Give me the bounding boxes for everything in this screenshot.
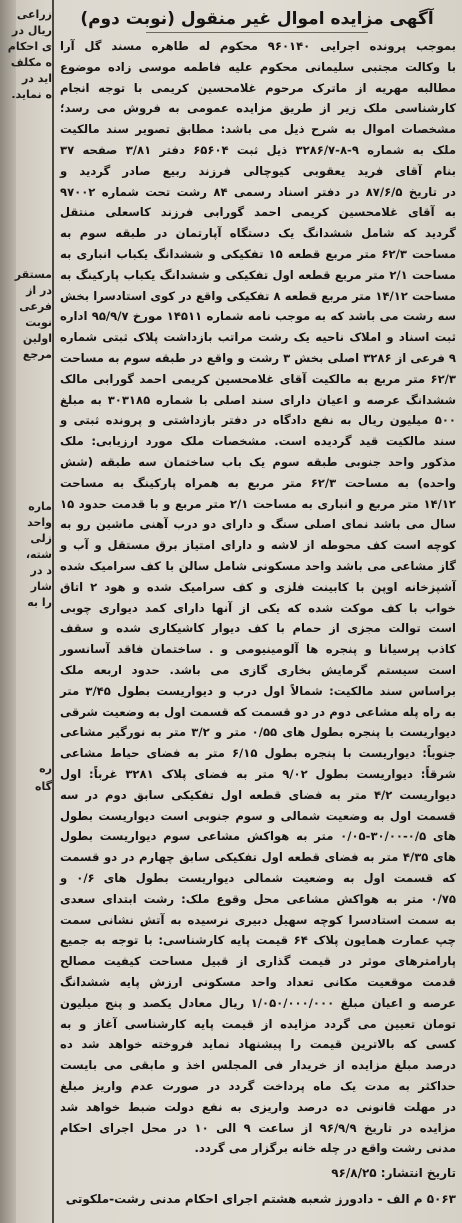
column-fragment: ه نماید. bbox=[11, 88, 52, 101]
notice-line: های ۰/۵-۳۰/۰۰-۰/۰۵ متر به هواکش مشاعی سوم دیواریست بطول bbox=[60, 829, 456, 844]
notice-line: براساس سند مالکیت: شمالاً اول درب و دیواریست بطول ۳/۴۵ متر bbox=[60, 683, 456, 698]
notice-line: ۰/۷۵ متر به هواکش مشاعی محل وقوع ملک: رشت ابتدای سعدی bbox=[60, 891, 456, 906]
column-fragment: را به bbox=[27, 596, 52, 609]
column-fragment: مرجع bbox=[22, 348, 52, 361]
column-fragment: زلی bbox=[30, 532, 52, 545]
column-fragment: ی احکام bbox=[7, 40, 52, 53]
notice-line: دیواریست با پنجره بطول های ۰/۵۵ متر و ۳/۲ متر به نورگیر مشاعی bbox=[60, 725, 456, 740]
notice-line: درصد مبلغ مزایده از خریدار فی المجلس اخذ و مابقی می بایست bbox=[60, 1058, 456, 1073]
notice-line: مدنی رشت واقع در چله خانه برگزار می گردد. bbox=[194, 1141, 456, 1156]
title-underline bbox=[146, 32, 368, 33]
notice-line: با وکالت مجتبی سلیمانی محکوم علیه فاطمه موسی زاده موضوع bbox=[60, 59, 456, 74]
notice-line: ملک به شماره ۹-۸-۳۲۸۶/۷ ذیل ثبت ۶۵۶۰۴ دفتر ۳/۸۱ صفحه ۳۷ bbox=[60, 143, 457, 157]
notice-line: خواب با کف موکت شده که یکی از آنها دارای کمد دیواری چوبی bbox=[60, 600, 456, 615]
column-fragment: گاه bbox=[34, 780, 52, 793]
notice-line: کاذب پرسیانا و پنجره ها آلومینیومی و . ساختمان فاقد آسانسور bbox=[60, 642, 456, 657]
notice-line: مذکور واحد جنوبی طبقه سوم یک باب ساختمان سه طبقه (شش bbox=[60, 455, 456, 469]
notice-line: چپ عمارت همایون پلاک ۶۴ قیمت پایه کارشناسی: با توجه به جمیع bbox=[60, 933, 456, 948]
notice-line: مزایده در تاریخ ۹۶/۹/۹ از ساعت ۹ الی ۱۰ در محل اجرای احکام bbox=[60, 1120, 456, 1135]
page-edge-shadow bbox=[0, 0, 16, 1223]
notice-line: مشخصات اموال به شرح ذیل می باشد: مطابق تصویر سند مالکیت bbox=[60, 122, 456, 137]
notice-line: پارامترهای موثر در قیمت گذاری از قبیل مساحت کیفیت مصالح bbox=[60, 954, 456, 969]
notice-line: ۹ فرعی از ۳۲۸۶ اصلی بخش ۳ رشت و واقع در طبقه سوم به مساحت bbox=[60, 351, 456, 365]
notice-line: بنام آقای فرید یعقوبی کیوچالی فرزند ربیع صادر گردید و bbox=[60, 163, 456, 178]
column-fragment: اید در bbox=[21, 72, 52, 85]
notice-line: مساحت ۱۴/۱۲ متر مربع قطعه ۸ تفکیکی واقع در کوی استادسرا بخش bbox=[60, 288, 456, 303]
notice-line: دیواریست ۴/۲ متر به فضای قطعه اول تفکیکی سابق دوم در سه bbox=[60, 787, 456, 802]
notice-line: ۶۲/۳ متر مربع به مالکیت آقای غلامحسین کریمی احمد گورابی مالک bbox=[60, 371, 456, 386]
notice-line: به آقای غلامحسین کریمی احمد گورابی فرزند کاسعلی منتقل bbox=[60, 205, 456, 220]
auction-notice bbox=[56, 6, 458, 1218]
notice-line: بموجب پرونده اجرایی ۹۶۰۱۴۰ محکوم له طاهره مسند گل آرا bbox=[60, 39, 456, 53]
notice-line: ششدانگ عرصه و اعیان دارای سند اصلی با شماره ۳۰۳۱۸۵ به مبلغ bbox=[60, 392, 456, 407]
notice-line: سه رشت می باشد که به موجب نامه شماره ۱۴۵۱۱ مورخ ۹۵/۹/۷ اداره bbox=[60, 309, 457, 324]
column-divider bbox=[52, 0, 54, 1223]
notice-line: ۵۰۰ میلیون ریال به نفع دادگاه در دفتر بازداشتی و پرونده ثبتی و bbox=[60, 413, 456, 428]
notice-line: گاز مشاعی می باشد واحد مسکونی شامل سالن با کف سرامیک شده bbox=[60, 559, 456, 573]
notice-line: قسمت اول به وضعیت شمالی و سوم جنوبی است دیواریست بطول bbox=[60, 808, 456, 823]
notice-line: کسی که بالاترین قیمت را پیشنهاد نماید فروخته خواهد شد ده bbox=[60, 1037, 456, 1052]
notice-line: مطالبه مهریه از ماترک مرحوم غلامحسین کریمی با توجه انجام bbox=[60, 80, 456, 95]
notice-line: عرصه و اعیان مبلغ ۱/۰۵۰/۰۰۰/۰۰۰ ریال معادل یکصد و پنج میلیون bbox=[60, 995, 456, 1010]
notice-line: به سمت استادسرا کوچه سهیل دبیری نرسیده به آتش نشانی سمت bbox=[60, 912, 456, 927]
publish-date: تاریخ انتشار: ۹۶/۸/۲۵ bbox=[331, 1166, 456, 1181]
column-fragment: اولین bbox=[22, 332, 52, 345]
signature-line: ۵۰۶۳ م الف - دادورز شعبه هشتم اجرای احکام مدنی رشت-ملکوتی bbox=[65, 1192, 456, 1207]
notice-line: های ۴/۳۵ متر به فضای قطعه اول تفکیکی سابق چهارم در دو قسمت bbox=[60, 850, 456, 865]
column-fragment: فرعی bbox=[19, 300, 52, 313]
notice-line: است توالت مجزی از حمام با کف دیوار کاشیکاری شده و سقف bbox=[60, 621, 456, 636]
notice-line: مساحت ۲/۱ متر مربع قطعه اول تفکیکی و ششدانگ یکباب پارکینگ به bbox=[60, 267, 456, 282]
notice-line: آشپزخانه اوپن با کابینت فلزی و کف سرامیک شده و هود ۲ اتاق bbox=[60, 579, 456, 594]
column-fragment: نوبت bbox=[25, 316, 52, 329]
notice-line: سال می باشد نمای اصلی سنگ و دارای دو درب آهنی ماشین رو به bbox=[60, 517, 456, 532]
notice-line: گردید که شامل ششدانگ یک دستگاه آپارتمان در طبقه سوم به bbox=[60, 226, 456, 241]
notice-line: مساحت ۶۲/۳ متر مربع قطعه ۱۵ تفکیکی و ششدانگ یکباب انباری به bbox=[60, 247, 456, 261]
notice-line: کوچه است کف محوطه از لاشه و دارای امتیاز برق مستقل و آب و bbox=[60, 538, 456, 553]
notice-line: در مهلت قانونی ده درصد واریزی به نفع دولت ضبط خواهد شد bbox=[60, 1099, 456, 1114]
column-fragment: ره bbox=[39, 762, 52, 775]
notice-title: آگهی مزایده اموال غیر منقول (نوبت دوم) bbox=[80, 9, 434, 29]
column-fragment: شار bbox=[30, 580, 52, 593]
notice-line: واحده) به مساحت ۶۲/۳ متر مربع به همراه پارکینگ به مساحت bbox=[60, 475, 457, 490]
notice-line: است سیستم گرمایش بخاری گازی می باشد. حدود اربعه ملک bbox=[60, 663, 456, 677]
column-fragment: زراعی bbox=[16, 8, 52, 21]
notice-line: کارشناسی ملک زیر از طریق مزایده عمومی به فروش می رسد؛ bbox=[60, 101, 456, 116]
notice-line: به راه پله مشاعی دوم در دو قسمت که قسمت اول به وضعیت شرقی bbox=[60, 704, 456, 719]
column-fragment: ماره bbox=[28, 500, 52, 513]
notice-line: که قسمت اول به وضعیت شمالی دیواریست بطول های ۰/۶ و bbox=[60, 871, 456, 885]
column-fragment: شته، bbox=[25, 548, 52, 561]
notice-line: جنوباً: دیواریست با پنجره بطول ۶/۱۵ متر به فضای حیاط مشاعی bbox=[60, 746, 456, 761]
column-fragment: ه مکلف bbox=[10, 56, 52, 69]
column-fragment: در از bbox=[26, 284, 52, 297]
notice-line: تومان تعیین می گردد مزایده از قیمت پایه کارشناسی آغاز و به bbox=[60, 1016, 456, 1031]
notice-line: ثبت اسناد و املاک ناحیه یک رشت مراتب بازداشت پلاک ثبتی شماره bbox=[60, 330, 456, 345]
column-fragment: واحد bbox=[27, 516, 52, 529]
column-fragment: مستقر bbox=[14, 268, 52, 281]
notice-line: سند مالکیت قید گردیده است. مشخصات ملک مورد ارزیابی: ملک bbox=[60, 434, 456, 449]
notice-line: شرقاً: دیواریست بطول ۹/۰۲ متر به فضای پلاک ۳۲۸۱ غرباً: اول bbox=[60, 767, 456, 781]
notice-line: حداکثر به مدت یک ماه پرداخت گردد در صورت عدم واریز مبلغ bbox=[60, 1079, 456, 1093]
notice-line: ۱۴/۱۲ متر مربع و انباری به مساحت ۲/۱ متر مربع و با قدمت حدود ۱۵ bbox=[60, 496, 456, 511]
adjacent-column-fragments bbox=[7, 0, 52, 1223]
column-fragment: ریال در bbox=[12, 24, 52, 37]
notice-line: قدمت موقعیت مکانی تعداد واحد مسکونی ارزش پایه ششدانگ bbox=[60, 975, 456, 989]
notice-line: در تاریخ ۸۷/۶/۵ در دفتر اسناد رسمی ۸۴ رشت تحت شماره ۹۷۰۰۲ bbox=[60, 184, 456, 199]
column-fragment: د در bbox=[30, 564, 52, 577]
